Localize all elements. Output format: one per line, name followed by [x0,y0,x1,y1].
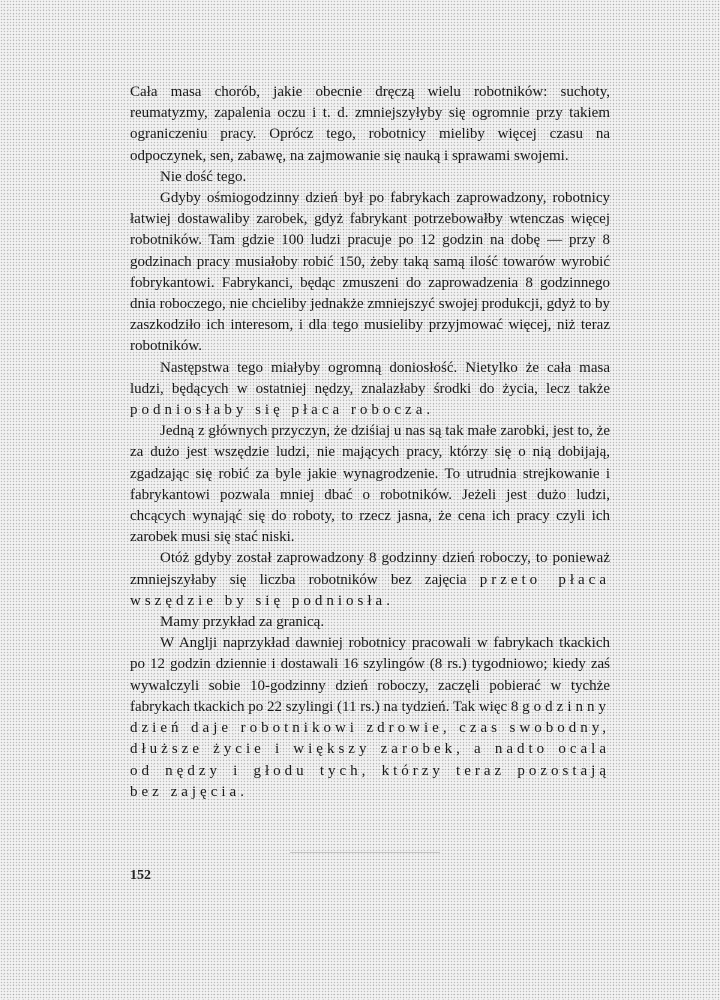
text-segment: Mamy przykład za granicą. [160,614,325,631]
paragraph [130,421,610,548]
paragraph [130,548,610,612]
text-segment: Następstwa tego miałyby ogromną doniosłość. Nietylko że cała masa ludzi, będących w ostatniej nędzy, znalazłaby środki do życia, lecz także [130,359,610,397]
paragraph [130,188,610,358]
page-body-text [130,82,610,803]
paragraph [130,612,610,633]
text-segment: Cała masa chorób, jakie obecnie dręczą wielu robotników: suchoty, reumatyzmy, zapalenia oczu i t. d. zmniejszyłyby się ogromnie przy takiem ograniczeniu pracy. Oprócz tego, robotnicy mieliby więcej czasu na odpoczynek, sen, zabawę, na zajmowanie się nauką i sprawami swojemi. [130,84,610,164]
paragraph [130,82,610,167]
emphasized-spaced-text: godzinny dzień daje robotnikowi zdrowie, czas swobodny, dłuższe życie i większy zarobek, a nadto ocala od nędzy i głodu tych, którzy teraz pozostają bez zajęcia. [130,698,610,800]
text-segment: Nie dość tego. [160,168,247,185]
separator-rule [290,852,440,853]
paragraph [130,633,610,803]
emphasized-spaced-text: podniosłaby się płaca robocza. [130,402,435,419]
emphasized-spaced-text: przeto płaca wszędzie by się podniosła. [130,571,610,609]
text-segment: W Anglji naprzykład dawniej robotnicy pracowali w fabrykach tkackich po 12 godzin dziennie i dostawali 16 szylingów (8 rs.) tygodniowo; kiedy zaś wywalczyli sobie 10-godzinny dzień roboczy, zaczęli pobierać w tychże fabrykach tkackich po 22 szylingi (11 rs.) na tydzień. Tak więc 8 [130,635,610,715]
paragraph [130,358,610,422]
paragraph [130,167,610,188]
page-number: 152 [130,868,151,883]
text-segment: Jedną z głównych przyczyn, że dziśiaj u nas są tak małe zarobki, jest to, że za dużo jest wszędzie ludzi, nie mających pracy, którzy się o nią dobijają, zgadzając się robić za byle jakie wynagrodzenie. To utrudnia strejkowanie i fabrykantowi pozwala mniej dbać o robotników. Jeżeli jest dużo ludzi, chcących wynająć się do roboty, to rzecz jasna, że cena ich pracy czyli ich zarobek musi się stać niski. [130,423,610,546]
text-segment: Gdyby ośmiogodzinny dzień był po fabrykach zaprowadzony, robotnicy łatwiej dostawaliby zarobek, gdyż fabrykant potrzebowałby wtenczas więcej robotników. Tam gdzie 100 ludzi pracuje po 12 godzin na dobę — przy 8 godzinach pracy musiałoby robić 150, żeby taką samą ilość towarów wyrobić fobrykantowi. Fabrykanci, będąc zmuszeni do zaprowadzenia 8 godzinnego dnia roboczego, nie chcieliby jednakże zmniejszyć swojej produkcji, gdyż to by zaszkodziło ich interesom, i dla tego musieliby przyjmować więcej, niż teraz robotników. [130,190,610,355]
text-segment: Otóż gdyby został zaprowadzony 8 godzinny dzień roboczy, to ponieważ zmniejszyłaby się liczba robotników bez zajęcia [130,550,610,588]
